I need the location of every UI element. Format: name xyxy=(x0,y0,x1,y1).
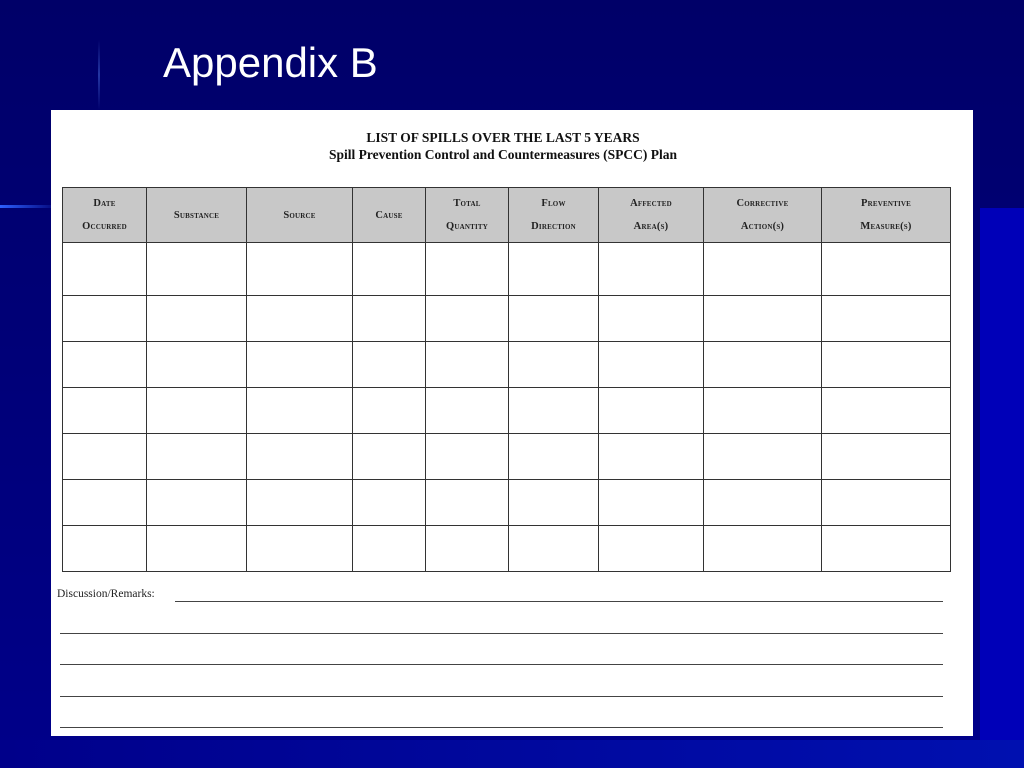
table-cell[interactable] xyxy=(509,243,599,296)
table-cell[interactable] xyxy=(147,480,247,526)
table-cell[interactable] xyxy=(704,434,822,480)
table-cell[interactable] xyxy=(704,526,822,572)
table-cell[interactable] xyxy=(147,388,247,434)
table-cell[interactable] xyxy=(704,480,822,526)
table-cell[interactable] xyxy=(822,388,951,434)
table-cell[interactable] xyxy=(247,434,353,480)
table-cell[interactable] xyxy=(247,526,353,572)
column-header-total-quantity: Total Quantity xyxy=(426,188,509,243)
table-cell[interactable] xyxy=(509,480,599,526)
column-header-source: Source xyxy=(247,188,353,243)
table-cell[interactable] xyxy=(353,526,426,572)
column-header-corrective-actions: Corrective Action(s) xyxy=(704,188,822,243)
column-header-substance: Substance xyxy=(147,188,247,243)
table-cell[interactable] xyxy=(247,342,353,388)
table-cell[interactable] xyxy=(353,296,426,342)
table-cell[interactable] xyxy=(426,526,509,572)
slide-title: Appendix B xyxy=(163,39,378,86)
table-cell[interactable] xyxy=(509,342,599,388)
table-cell[interactable] xyxy=(63,526,147,572)
table-cell[interactable] xyxy=(822,296,951,342)
table-cell[interactable] xyxy=(599,526,704,572)
table-row xyxy=(63,243,951,296)
table-cell[interactable] xyxy=(63,296,147,342)
table-cell[interactable] xyxy=(63,434,147,480)
document-title: LIST OF SPILLS OVER THE LAST 5 YEARS xyxy=(366,130,640,145)
table-cell[interactable] xyxy=(426,342,509,388)
table-cell[interactable] xyxy=(822,243,951,296)
table-cell[interactable] xyxy=(509,296,599,342)
table-cell[interactable] xyxy=(509,526,599,572)
table-cell[interactable] xyxy=(704,243,822,296)
table-cell[interactable] xyxy=(247,480,353,526)
table-cell[interactable] xyxy=(599,434,704,480)
table-cell[interactable] xyxy=(63,342,147,388)
table-cell[interactable] xyxy=(353,480,426,526)
table-cell[interactable] xyxy=(426,296,509,342)
table-row xyxy=(63,388,951,434)
remarks-line[interactable] xyxy=(175,601,943,602)
remarks-line[interactable] xyxy=(60,727,943,728)
column-header-cause: Cause xyxy=(353,188,426,243)
table-cell[interactable] xyxy=(599,296,704,342)
table-cell[interactable] xyxy=(599,480,704,526)
table-header-row xyxy=(63,188,951,243)
table-cell[interactable] xyxy=(247,388,353,434)
table-cell[interactable] xyxy=(426,434,509,480)
table-cell[interactable] xyxy=(822,434,951,480)
remarks-line[interactable] xyxy=(60,664,943,665)
table-cell[interactable] xyxy=(353,342,426,388)
table-cell[interactable] xyxy=(509,434,599,480)
table-cell[interactable] xyxy=(704,296,822,342)
table-cell[interactable] xyxy=(147,434,247,480)
table-row xyxy=(63,296,951,342)
document-subtitle: Spill Prevention Control and Countermeasures (SPCC) Plan xyxy=(328,147,677,162)
table-cell[interactable] xyxy=(353,388,426,434)
table-cell[interactable] xyxy=(426,480,509,526)
table-cell[interactable] xyxy=(509,388,599,434)
table-row xyxy=(63,342,951,388)
table-cell[interactable] xyxy=(599,243,704,296)
table-cell[interactable] xyxy=(147,526,247,572)
table-cell[interactable] xyxy=(63,243,147,296)
table-cell[interactable] xyxy=(147,342,247,388)
spill-table xyxy=(62,187,951,572)
document-page xyxy=(51,110,973,736)
table-row xyxy=(63,480,951,526)
table-row xyxy=(63,434,951,480)
remarks-line[interactable] xyxy=(60,696,943,697)
table-cell[interactable] xyxy=(426,243,509,296)
table-cell[interactable] xyxy=(247,296,353,342)
remarks-line[interactable] xyxy=(60,633,943,634)
table-cell[interactable] xyxy=(599,342,704,388)
table-cell[interactable] xyxy=(426,388,509,434)
table-cell[interactable] xyxy=(353,243,426,296)
table-cell[interactable] xyxy=(63,388,147,434)
background-bottom-strip xyxy=(0,740,1024,768)
table-cell[interactable] xyxy=(704,342,822,388)
table-cell[interactable] xyxy=(822,480,951,526)
table-cell[interactable] xyxy=(353,434,426,480)
table-cell[interactable] xyxy=(822,526,951,572)
table-cell[interactable] xyxy=(247,243,353,296)
table-cell[interactable] xyxy=(63,480,147,526)
table-cell[interactable] xyxy=(147,296,247,342)
table-row xyxy=(63,526,951,572)
table-cell[interactable] xyxy=(822,342,951,388)
background-accent-band xyxy=(980,208,1024,768)
column-header-date-occurred: Date Occurred xyxy=(63,188,147,243)
table-cell[interactable] xyxy=(704,388,822,434)
column-header-flow-direction: Flow Direction xyxy=(509,188,599,243)
table-cell[interactable] xyxy=(147,243,247,296)
column-header-preventive-measures: Preventive Measure(s) xyxy=(822,188,951,243)
table-cell[interactable] xyxy=(599,388,704,434)
background-vertical-line xyxy=(98,40,100,110)
column-header-affected-areas: Affected Area(s) xyxy=(599,188,704,243)
remarks-label: Discussion/Remarks: xyxy=(57,588,155,600)
